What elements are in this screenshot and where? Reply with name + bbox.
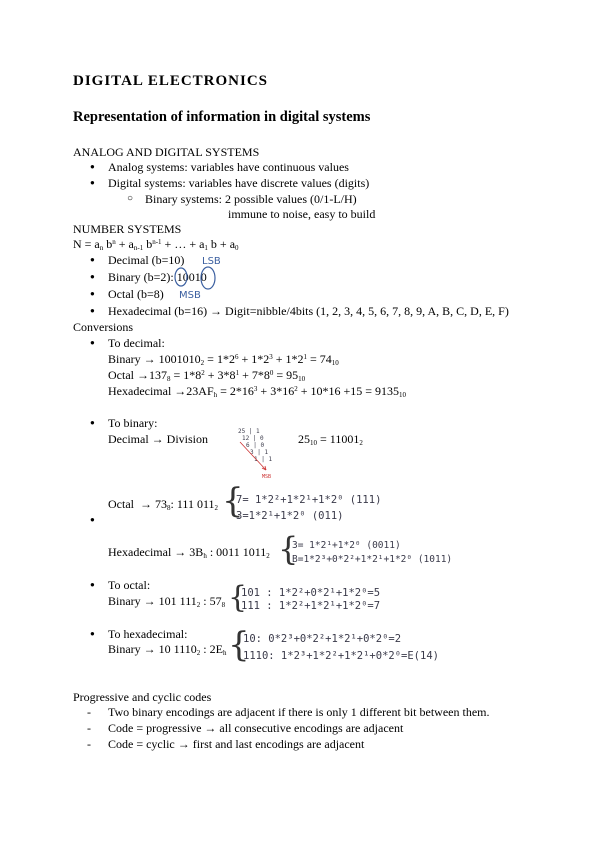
document-title: DIGITAL ELECTRONICS xyxy=(73,73,269,89)
codes-heading: Progressive and cyclic codes xyxy=(73,690,212,704)
octal-hand-1: 7= 1*2²+1*2¹+1*2⁰ (111) xyxy=(236,494,382,506)
msb-label: MSB xyxy=(179,290,201,301)
to-binary-heading: ● To binary: xyxy=(108,416,157,430)
octal-to-binary: Octal → $73_8$: 111 $011_2$ xyxy=(108,497,218,512)
thex-hand-2: 1110: 1*2³+1*2²+1*2¹+0*2⁰=E(14) xyxy=(243,650,439,662)
bullet-decimal: ● Decimal (b=10) xyxy=(108,253,184,267)
number-systems-heading: NUMBER SYSTEMS xyxy=(73,222,182,236)
lsb-label: LSB xyxy=(202,256,221,267)
thex-hand-1: 10: 0*2³+0*2²+1*2¹+0*2⁰=2 xyxy=(243,633,402,645)
binary-to-hex: Binary → 10 $1110_2$ : $2E_h$ xyxy=(108,642,227,657)
conversions-heading: Conversions xyxy=(73,320,133,334)
bullet-binary-base: ● Binary (b=2): 10010 xyxy=(108,270,207,284)
codes-item-3: - Code = cyclic → first and last encodings are adjacent xyxy=(108,737,364,751)
binary-to-decimal: Binary → $1001010_2 = 1*2^6 + 1*2^3 + 1*2^1 = 74_{10}$ xyxy=(108,352,339,367)
bullet-analog: ● Analog systems: variables have continuous values xyxy=(108,160,349,174)
octal-to-decimal: Octal $\to 137_8 = 1*8^2 + 3*8^1 + 7*8^0 = 95_{10}$ xyxy=(108,368,306,383)
hex-to-decimal: Hexadecimal $\to 23AF_h = 2*16^3 + 3*16^2 + 10*16 +15 = 9135_{10}$ xyxy=(108,384,407,399)
section-title: Representation of information in digital systems xyxy=(73,109,371,125)
division-sketch: 25 | 1 12 | 0 6 | 0 3 | 1 1 | 1 xyxy=(238,428,273,463)
hex-hand-1: 3= 1*2¹+1*2⁰ (0011) xyxy=(292,540,401,551)
bullet-hex: ● Hexadecimal (b=16) → Digit=nibble/4bits (1, 2, 3, 4, 5, 6, 7, 8, 9, A, B, C, D, E, F) xyxy=(108,304,509,318)
binary-cont: immune to noise, easy to build xyxy=(228,207,376,221)
hex-to-binary: Hexadecimal → $3B_h$ : 0011 $1011_2$ xyxy=(108,545,270,560)
hex-brace: { xyxy=(278,530,299,568)
octal-brace: { xyxy=(222,481,244,521)
thex-brace: { xyxy=(228,625,250,665)
codes-item-2: - Code = progressive → all consecutive encodings are adjacent xyxy=(108,721,403,735)
toct-hand-1: 101 : 1*2²+0*2¹+1*2⁰=5 xyxy=(241,587,381,599)
to-decimal-heading: ● To decimal: xyxy=(108,336,165,350)
to-octal-heading: ● To octal: xyxy=(108,578,150,592)
octal-hand-2: 3=1*2¹+1*2⁰ (011) xyxy=(236,510,344,522)
bullet-octal: ● Octal (b=8) xyxy=(108,287,164,301)
binary-example: 10010 xyxy=(176,270,207,284)
analog-digital-heading: ANALOG AND DIGITAL SYSTEMS xyxy=(73,145,260,159)
to-hex-heading: ● To hexadecimal: xyxy=(108,627,187,641)
toct-brace: { xyxy=(228,580,248,615)
number-formula: $N = a_n$ $b^n + a_{n-1}$ $b^{n-1}$ + … + $a_1$ $b + a_0$ xyxy=(73,237,239,252)
bullet-digital: ● Digital systems: variables have discrete values (digits) xyxy=(108,176,369,190)
codes-item-1: - Two binary encodings are adjacent if there is only 1 different bit between them. xyxy=(108,705,489,719)
binary-to-octal: Binary → 101 $111_2$ : $57_8$ xyxy=(108,594,226,609)
hex-hand-2: B=1*2³+0*2²+1*2¹+1*2⁰ (1011) xyxy=(292,554,453,565)
division-msb-label: MSB xyxy=(262,474,272,480)
decimal-division: Decimal → Division xyxy=(108,432,208,446)
lsb-msb-circles xyxy=(172,262,220,292)
toct-hand-2: 111 : 1*2²+1*2¹+1*2⁰=7 xyxy=(241,600,381,612)
bullet-binary: ○ Binary systems: 2 possible values (0/1-L/H) xyxy=(145,192,357,206)
decimal-to-binary-result: $25_{10} = 11001_2$ xyxy=(298,432,363,447)
division-arrow xyxy=(236,440,282,476)
